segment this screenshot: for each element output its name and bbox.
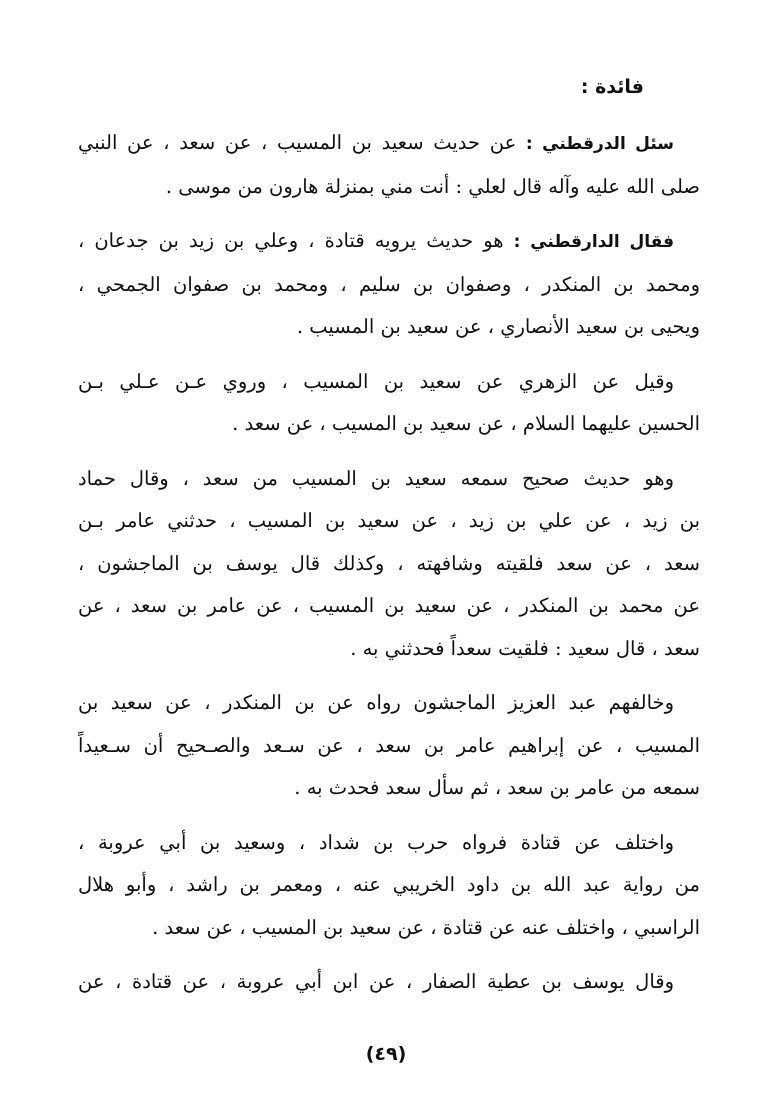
line: المسيب ، عن إبراهيم عامر بن سعد ، عن سـعد والصـحيح أن سـعيداً [78,733,700,757]
line: وهو حديث صحيح سمعه سعيد بن المسيب من سعد ، وقال حماد [78,466,674,490]
line: الحسين عليهما السلام ، عن سعيد بن المسيب ، عن سعد . [232,412,700,435]
paragraph-3 [78,361,700,446]
section-heading: فائدة : [580,76,644,98]
line [78,122,700,166]
paragraph-5 [78,682,700,810]
paragraph-6 [78,822,700,950]
line: وخالفهم عبد العزيز الماجشون رواه عن بن المنكدر ، عن سعيد بن [78,691,674,714]
line: وقال يوسف بن عطية الصفار ، عن ابن أبي عروبة ، عن قتادة ، عن [78,970,674,993]
line: صلى الله عليه وآله قال لعلي : أنت مني بمنزلة هارون من موسى . [165,174,700,198]
line: الراسبي ، واختلف عنه عن قتادة ، عن سعيد بن المسيب ، عن سعد . [152,915,700,939]
paragraph-1 [78,122,700,208]
line: سعد ، عن سعد فلقيته وشافهته ، وكذلك قال يوسف بن الماجشون ، [78,551,700,575]
body-text [78,122,700,1016]
paragraph-4 [78,458,700,671]
line: سمعه من عامر بن سعد ، ثم سأل سعد فحدث به . [294,776,700,799]
line: من رواية عبد الله بن داود الخريبي عنه ، ومعمر بن راشد ، وأبو هلال [78,873,700,896]
paragraph-lead: فقال الدارقطني : [513,232,674,252]
line-text: عن حديث سعيد بن المسيب ، عن سعد ، عن النبي [78,131,517,154]
line: وقيل عن الزهري عن سعيد بن المسيب ، وروي عـن عـلي بـن [78,369,674,393]
line: بن زيد ، عن علي بن زيد ، عن سعيد بن المسيب ، حدثني عامر بـن [78,509,700,532]
line: ومحمد بن المنكدر ، وصفوان بن سليم ، ومحمد بن صفوان الجمحي ، [78,272,700,296]
page-number: (٤٩) [365,1043,407,1065]
line [78,220,700,264]
paragraph-2 [78,220,700,349]
line: سعد ، قال سعيد : فلقيت سعداً فحدثني به . [350,636,700,660]
line: واختلف عن قتادة فرواه حرب بن شداد ، وسعيد بن أبي عروبة ، [78,830,674,854]
line: ويحيى بن سعيد الأنصاري ، عن سعيد بن المسيب . [296,315,700,338]
paragraph-lead: سئل الدرقطني : [525,134,674,154]
paragraph-7 [78,961,700,1004]
line-text: هو حديث يرويه قتادة ، وعلي بن زيد بن جدعان ، [78,229,504,252]
line: عن محمد بن المنكدر ، عن سعيد بن المسيب ، عن عامر بن سعد ، عن [78,594,700,617]
